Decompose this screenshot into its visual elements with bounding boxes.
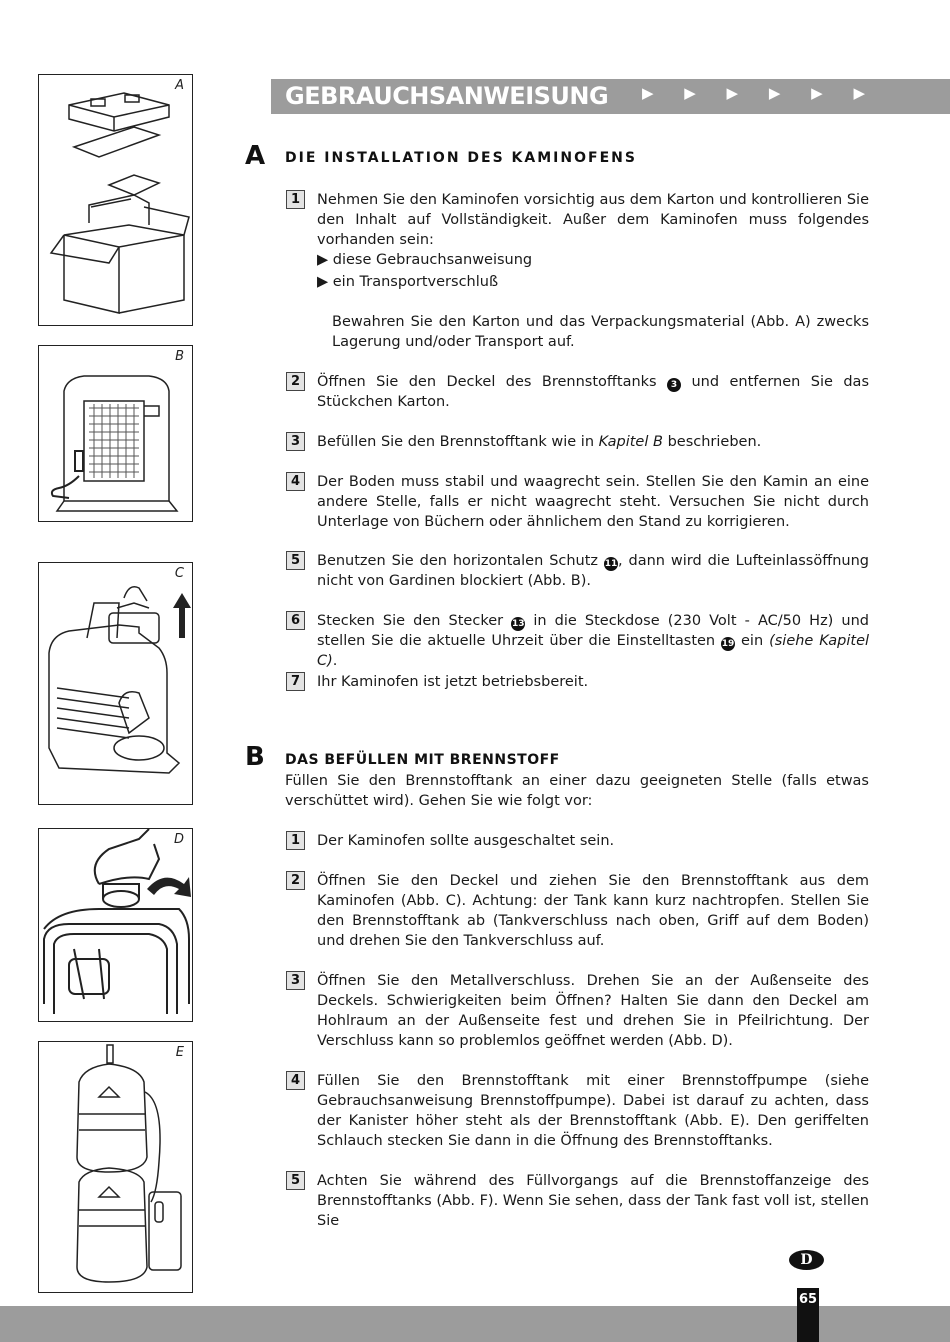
step-number: 2 (286, 372, 305, 391)
step-number: 5 (286, 551, 305, 570)
figure-b (38, 345, 193, 522)
bullet-item (317, 272, 498, 292)
header-banner (271, 79, 950, 114)
section-letter-b: B (245, 742, 265, 772)
section-title-a: DIE INSTALLATION DES KAMINOFENS (285, 150, 637, 166)
step-number: 1 (286, 831, 305, 850)
step-text: Öffnen Sie den Metallverschluss. Drehen Sie an der Außenseite des Deckels. Schwierigkeiten beim Öffnen? Halten Sie dann den Deckel am Hohlraum an der Außenseite fest und drehen Sie in Pfeilrichtung. Der Verschluss kann so problemlos geöffnet werden (Abb. D). (317, 973, 869, 1049)
step-number: 4 (286, 1071, 305, 1090)
figure-d (38, 828, 193, 1022)
bullet-text: ein Transportverschluß (332, 274, 499, 290)
text-part: ein (741, 633, 764, 649)
step-text: Der Boden muss stabil und waagrecht sein. Stellen Sie den Kamin an eine andere Stelle, falls er nicht waagrecht steht. Versuchen Sie nicht durch Unterlage von Büchern oder ähnlichem den Stand zu korrigieren. (317, 474, 869, 530)
step-text (317, 432, 869, 452)
step-text (317, 551, 869, 591)
cap-opening-illustration (39, 829, 191, 1020)
text-part: . (332, 653, 338, 669)
figure-letter: B (175, 349, 184, 364)
step-text: Der Kaminofen sollte ausgeschaltet sein. (317, 833, 615, 849)
figure-letter: A (175, 78, 184, 93)
arrow-icons: ▶ ▶ ▶ ▶ ▶ ▶ (641, 84, 878, 102)
part-ref-badge: 19 (721, 639, 735, 649)
page-number: 65 (797, 1288, 819, 1342)
step-text: Achten Sie während des Füllvorgangs auf die Brennstoffanzeige des Brennstofftanks (Abb. F). Wenn Sie sehen, dass der Tank fast voll ist, stellen Sie (317, 1173, 869, 1229)
section-intro: Füllen Sie den Brennstofftank an einer dazu geeigneten Stelle (falls etwas verschüttet wird). Gehen Sie wie folgt vor: (285, 773, 869, 809)
step-number: 2 (286, 871, 305, 890)
part-ref-badge: 13 (511, 619, 525, 629)
section-letter-a: A (245, 141, 266, 171)
language-badge: D (789, 1250, 824, 1270)
text-part: und entfernen Sie das Stückchen Karton. (317, 374, 869, 410)
step-text: Öffnen Sie den Deckel und ziehen Sie den Brennstofftank aus dem Kaminofen (Abb. C). Achtung: der Tank kann kurz nachtropfen. Stellen Sie den Brennstofftank ab (Tankverschluss nach oben, Griff auf dem Boden) und drehen Sie den Tankverschluss auf. (317, 873, 869, 949)
fuel-pump-illustration (39, 1042, 191, 1291)
bullet-item (317, 250, 532, 270)
figure-letter: D (173, 832, 184, 847)
step-number: 1 (286, 190, 305, 209)
triangle-bullet-icon: ▶ (317, 252, 329, 268)
italic-reference: Kapitel B (598, 434, 663, 450)
text-part: , dann wird die Lufteinlassöffnung nicht von Gardinen blockiert (Abb. B). (317, 553, 869, 589)
figure-letter: E (175, 1045, 184, 1060)
text-part: beschrieben. (667, 434, 762, 450)
figure-c (38, 562, 193, 805)
figure-a (38, 74, 193, 326)
rotate-arrow-icon (147, 877, 191, 897)
step-text: Füllen Sie den Brennstofftank mit einer Brennstoffpumpe (siehe Gebrauchsanweisung Brennstoffpumpe). Dabei ist darauf zu achten, dass der Kanister höher steht als der Brennstofftank (Abb. E). Den geriffelten Schlauch stecken Sie dann in die Öffnung des Brennstofftanks. (317, 1073, 869, 1149)
tank-removal-illustration (39, 563, 191, 803)
step-text: Nehmen Sie den Kaminofen vorsichtig aus dem Karton und kontrollieren Sie den Inhalt auf Vollständigkeit. Außer dem Kaminofen muss folgendes vorhanden sein: (317, 192, 869, 248)
italic-reference: (siehe Kapitel C) (317, 633, 870, 669)
text-part: Benutzen Sie den horizontalen Schutz (317, 553, 599, 569)
text-part: Öffnen Sie den Deckel des Brennstofftanks (317, 374, 657, 390)
page-title: GEBRAUCHSANWEISUNG (285, 82, 609, 110)
text-part: in die Steckdose (230 Volt - AC/50 Hz) und stellen Sie die aktuelle Uhrzeit über die Einstelltasten (317, 613, 870, 649)
step-text: Ihr Kaminofen ist jetzt betriebsbereit. (317, 674, 589, 690)
step-number: 4 (286, 472, 305, 491)
box-unpacking-illustration (39, 75, 191, 324)
heater-back-illustration (39, 346, 191, 520)
text-part: Stecken Sie den Stecker (317, 613, 504, 629)
bullet-text: diese Gebrauchsanweisung (332, 252, 533, 268)
step-number: 6 (286, 611, 305, 630)
step-number: 5 (286, 1171, 305, 1190)
text-part: Befüllen Sie den Brennstofftank wie in (317, 434, 595, 450)
step-text (317, 372, 869, 412)
part-ref-badge: 11 (604, 559, 618, 569)
part-ref-badge: 3 (667, 378, 681, 392)
triangle-bullet-icon: ▶ (317, 274, 329, 290)
arrow-up-icon (173, 593, 191, 638)
step-number: 3 (286, 432, 305, 451)
figure-letter: C (174, 566, 184, 581)
step-number: 7 (286, 672, 305, 691)
section-title-b: DAS BEFÜLLEN MIT BRENNSTOFF (285, 752, 560, 768)
step-number: 3 (286, 971, 305, 990)
step-text (317, 611, 869, 671)
figure-e (38, 1041, 193, 1293)
note-text: Bewahren Sie den Karton und das Verpackungsmaterial (Abb. A) zwecks Lagerung und/oder Transport auf. (332, 314, 869, 350)
